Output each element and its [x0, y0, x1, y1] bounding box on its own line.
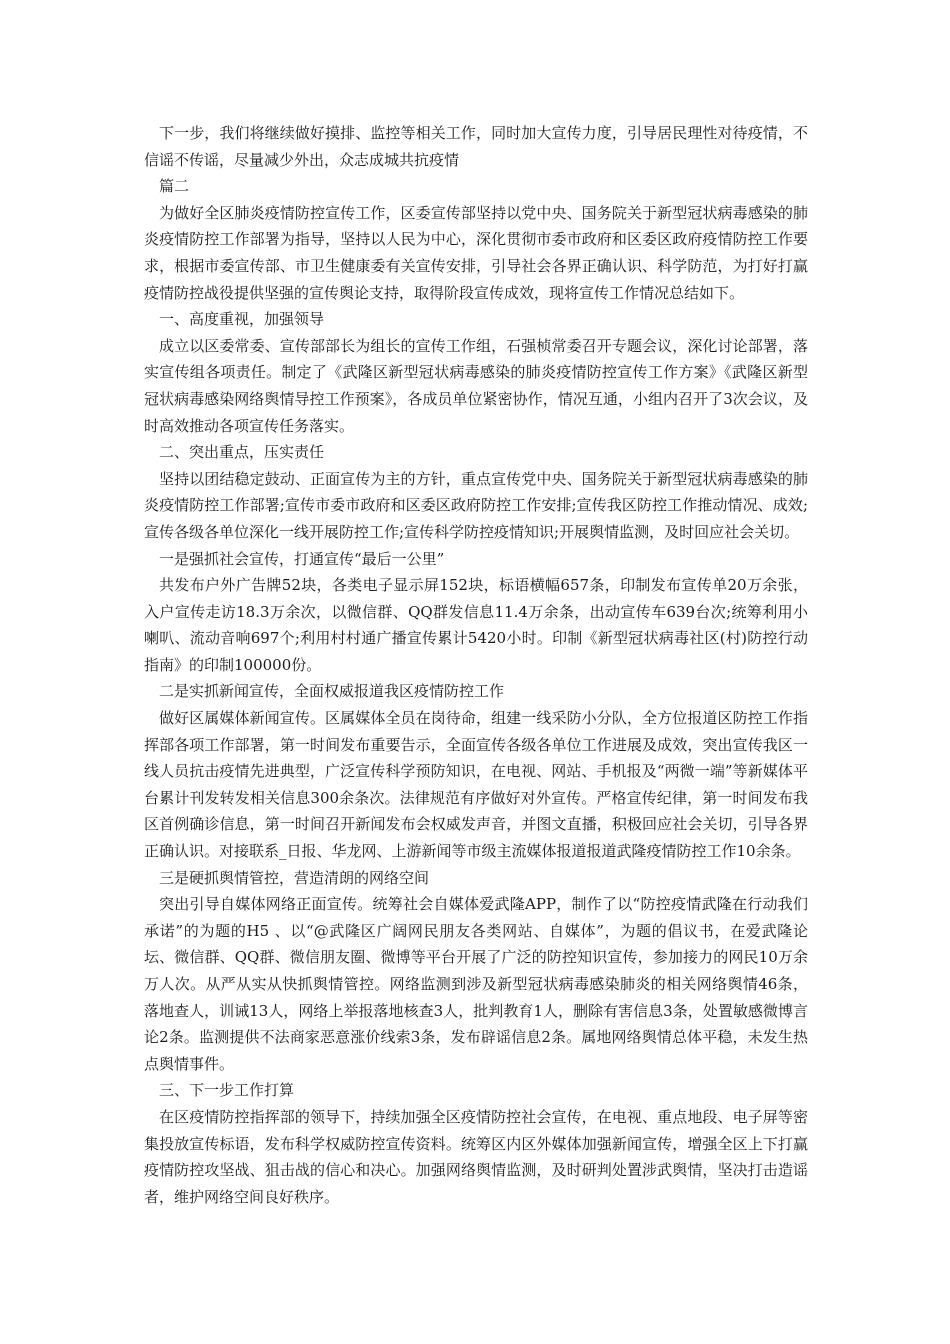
section-heading-next-plan: 三、下一步工作打算	[159, 1081, 295, 1100]
paragraph-next-plan: 在区疫情防控指挥部的领导下，持续加强全区疫情防控社会宣传，在电视、重点地段、电子屏等密集投放宣传标语，发布科学权威防控宣传资料。统筹区内区外媒体加强新闻宣传，增强全区上下打赢疫情防控攻坚战、狙击战的信心和决心。加强网络舆情监测，及时研判处置涉武舆情，坚决打击造谣者，维护网络空间良好秩序。	[144, 1107, 808, 1206]
paragraph-introduction: 为做好全区肺炎疫情防控宣传工作，区委宣传部坚持以党中央、国务院关于新型冠状病毒感染的肺炎疫情防控工作部署为指导，坚持以人民为中心，深化贯彻市委市政府和区委区政府疫情防控工作要求，根据市委宣传部、市卫生健康委有关宣传安排，引导社会各界正确认识、科学防范，为打好打赢疫情防控战役提供坚强的宣传舆论支持，取得阶段宣传成效，现将宣传工作情况总结如下。	[144, 203, 808, 302]
section-heading-part-two: 篇二	[159, 177, 190, 196]
section-heading-responsibility: 二、突出重点，压实责任	[159, 443, 325, 462]
subheading-social-publicity: 一是强抓社会宣传，打通宣传“最后一公里”	[159, 549, 445, 568]
section-heading-leadership: 一、高度重视，加强领导	[159, 310, 325, 329]
subheading-news-publicity: 二是实抓新闻宣传，全面权威报道我区疫情防控工作	[159, 682, 505, 701]
paragraph-responsibility: 坚持以团结稳定鼓动、正面宣传为主的方针，重点宣传党中央、国务院关于新型冠状病毒感染的肺炎疫情防控工作部署;宣传市委市政府和区委区政府防控工作安排;宣传我区防控工作推动情况、成效;宣传各级各单位深化一线开展防控工作;宣传科学防控疫情知识;开展舆情监测，及时回应社会关切。	[144, 469, 808, 541]
paragraph-leadership: 成立以区委常委、宣传部部长为组长的宣传工作组，石强桢常委召开专题会议，深化讨论部署，落实宣传组各项责任。制定了《武隆区新型冠状病毒感染的肺炎疫情防控宣传工作方案》《武隆区新型冠状病毒感染网络舆情导控工作预案》，各成员单位紧密协作，情况互通，小组内召开了3次会议，及时高效推动各项宣传任务落实。	[144, 336, 808, 435]
paragraph-next-steps: 下一步，我们将继续做好摸排、监控等相关工作，同时加大宣传力度，引导居民理性对待疫情，不信谣不传谣，尽量减少外出，众志成城共抗疫情	[144, 124, 808, 169]
paragraph-social-publicity: 共发布户外广告牌52块，各类电子显示屏152块，标语横幅657条，印制发布宣传单20万余张，入户宣传走访18.3万余次，以微信群、QQ群发信息11.4万余条，出动宣传车639台次;统筹利用小喇叭、流动音响697个;利用村村通广播宣传累计5420小时。印制《新型冠状病毒社区(村)防控行动指南》的印制100000份。	[144, 576, 808, 674]
document-page	[144, 120, 808, 1210]
paragraph-opinion-control: 突出引导自媒体网络正面宣传。统筹社会自媒体爱武隆APP，制作了以“防控疫情武隆在行动我们承诺”的为题的H5 、以“@武隆区广阔网民朋友各类网站、自媒体”，为题的倡议书，在爱武隆论坛、微信群、QQ群、微信朋友圈、微博等平台开展了广泛的防控知识宣传，参加接力的网民10万余万人次。从严从实从快抓舆情管控。网络监测到涉及新型冠状病毒感染肺炎的相关网络舆情46条，落地查人，训诫13人，网络上举报落地核查3人，批判教育1人，删除有害信息3条，处置敏感微博言论2条。监测提供不法商家恶意涨价线索3条，发布辟谣信息2条。属地网络舆情总体平稳，未发生热点舆情事件。	[144, 895, 808, 1073]
subheading-opinion-control: 三是硬抓舆情管控，营造清朗的网络空间	[159, 868, 430, 887]
paragraph-news-publicity: 做好区属媒体新闻宣传。区属媒体全员在岗待命，组建一线采防小分队，全方位报道区防控工作指挥部各项工作部署，第一时间发布重要告示，全面宣传各级各单位工作进展及成效，突出宣传我区一线人员抗击疫情先进典型，广泛宣传科学预防知识，在电视、网站、手机报及“两微一端”等新媒体平台累计刊发转发相关信息300余条次。法律规范有序做好对外宣传。严格宣传纪律，第一时间发布我区首例确诊信息，第一时间召开新闻发布会权威发声音，并图文直播，积极回应社会关切，引导各界正确认识。对接联系_日报、华龙网、上游新闻等市级主流媒体报道报道武隆疫情防控工作10余条。	[144, 709, 808, 861]
